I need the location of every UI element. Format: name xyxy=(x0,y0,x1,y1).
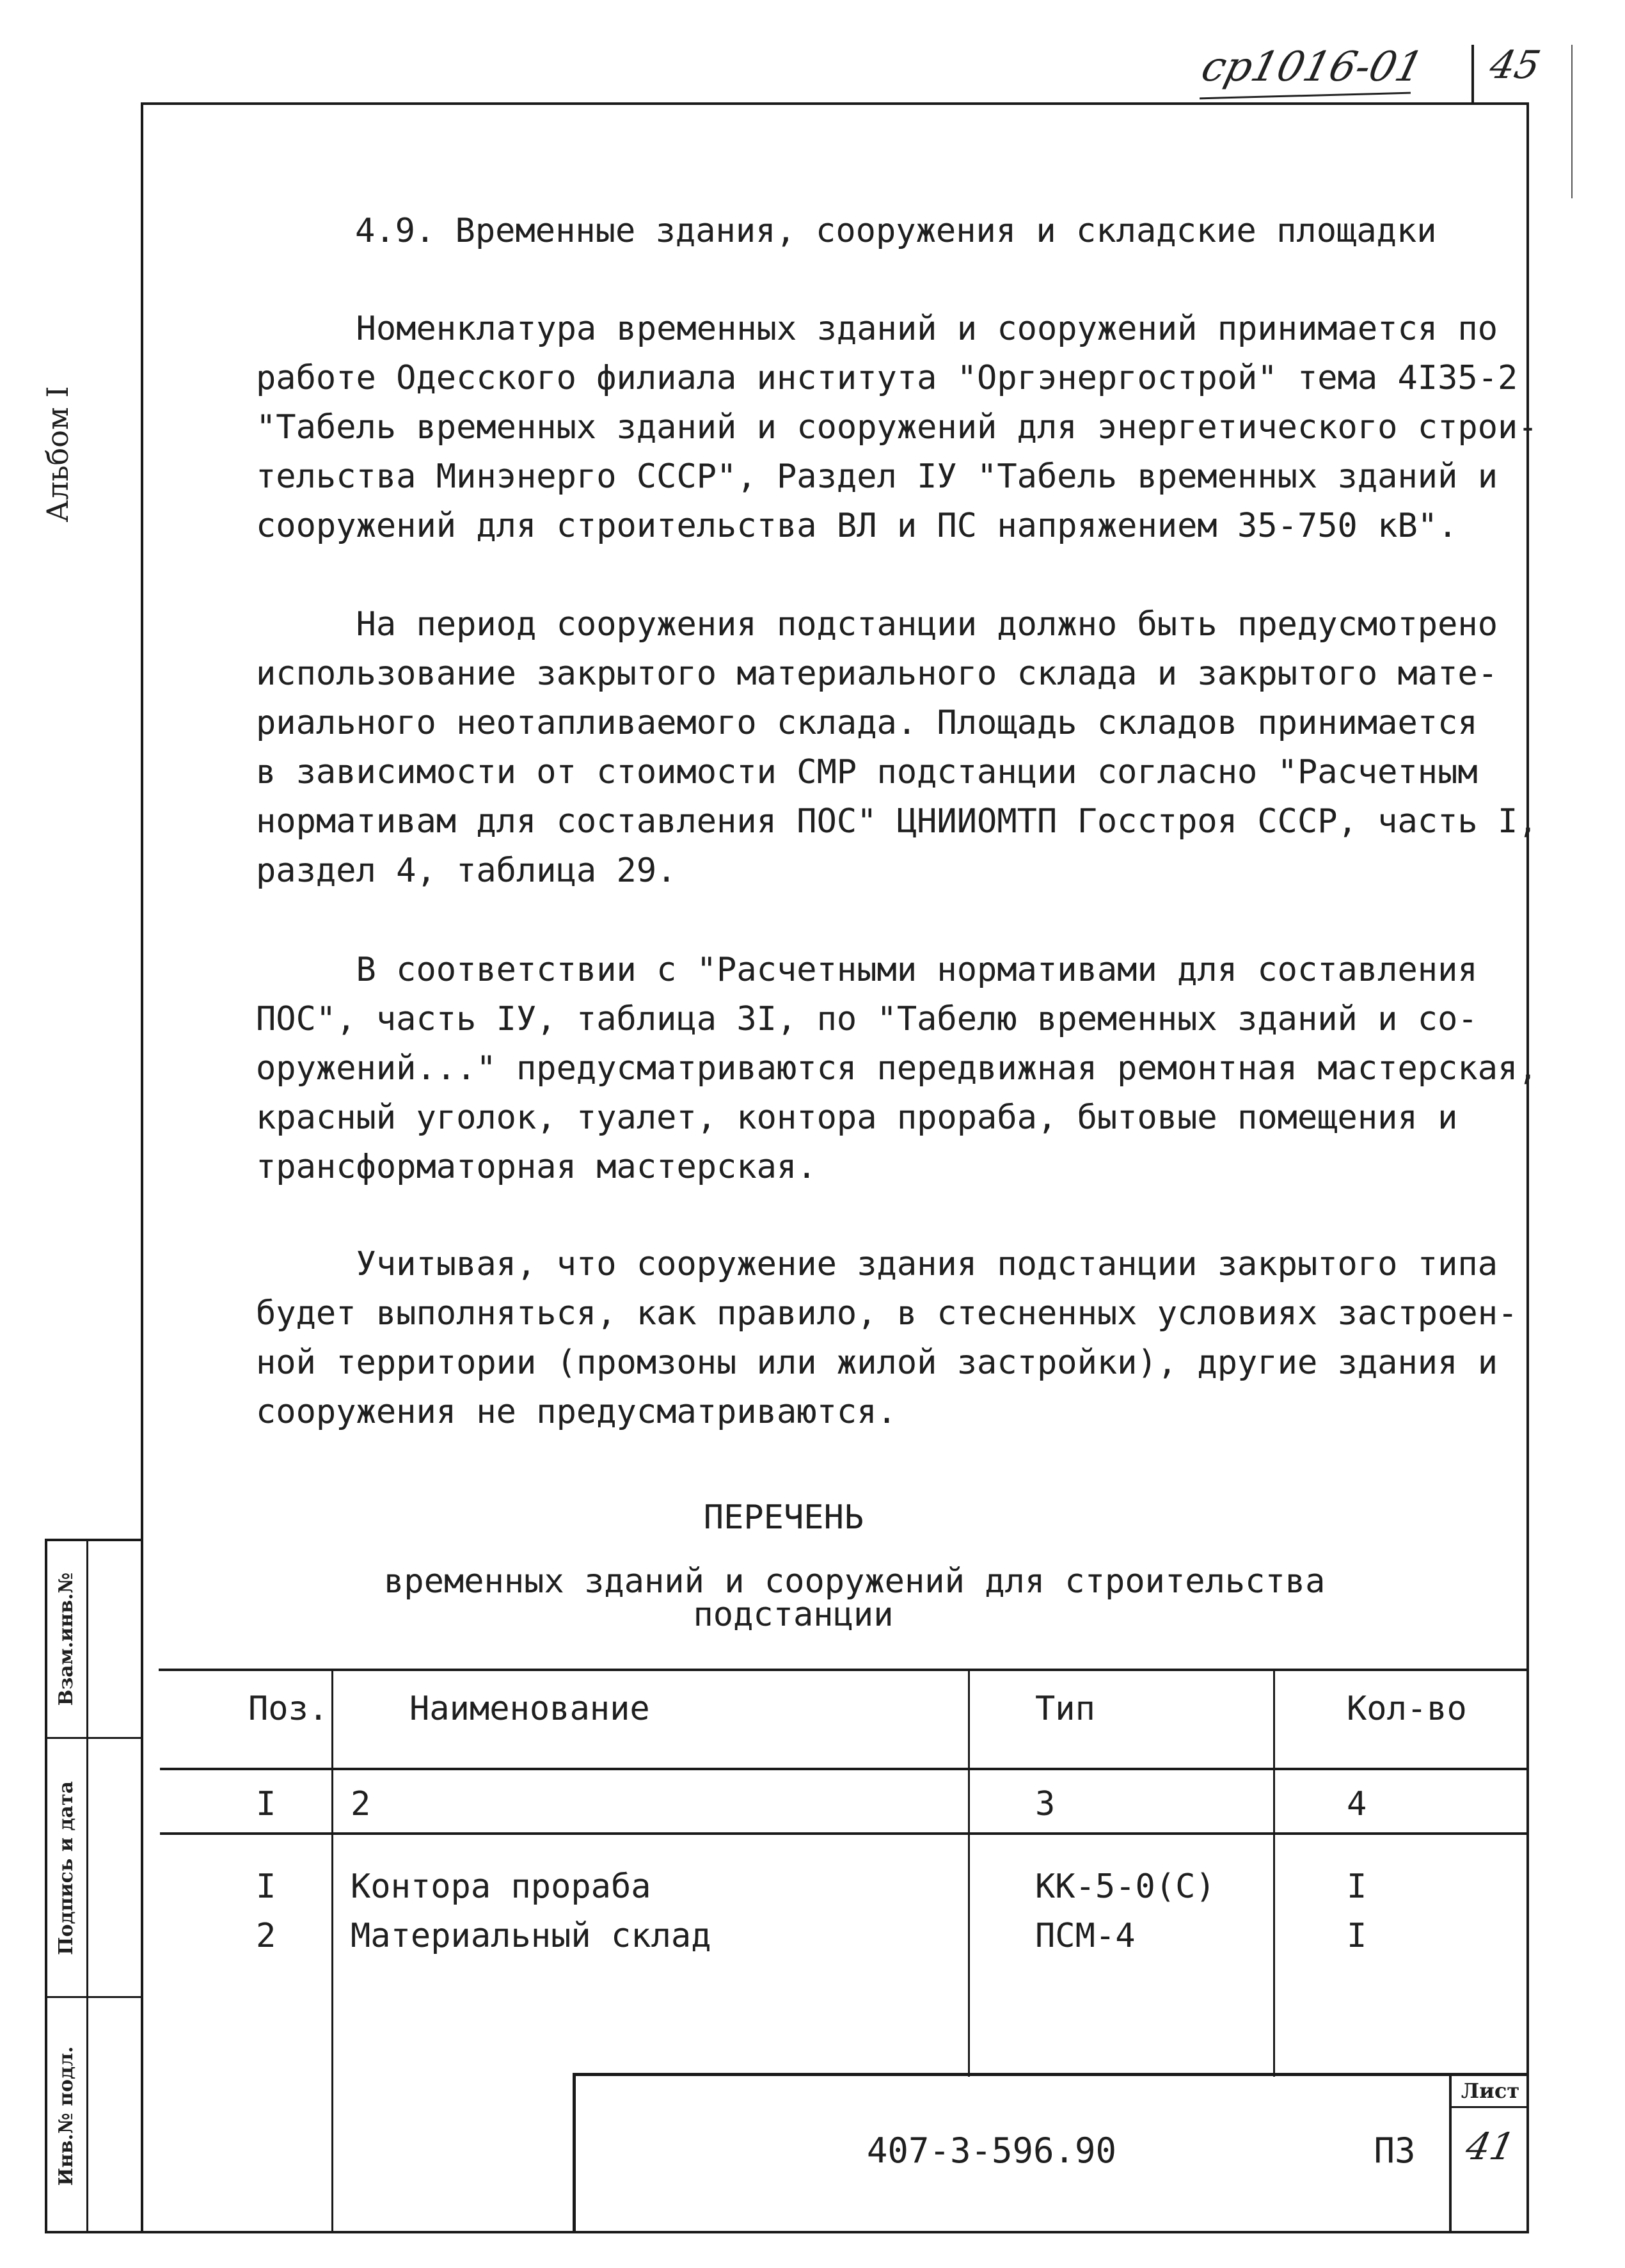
title-block-top xyxy=(573,2073,1529,2076)
archive-code: ср1016-01 xyxy=(1196,44,1428,91)
table-header-name: Наименование xyxy=(409,1690,650,1728)
header-cell-divider xyxy=(1471,45,1474,105)
table-col-divider-3 xyxy=(1273,1669,1275,2077)
stamp-label-replacement-inv: Взам.инв.№ xyxy=(55,1572,77,1706)
table-colnum-2: 2 xyxy=(351,1785,371,1823)
list-subtitle-line-1: временных зданий и сооружений для строительства xyxy=(384,1562,1326,1601)
document-code: ПЗ xyxy=(1374,2130,1416,2171)
paragraph-line: сооружения не предусматриваются. xyxy=(256,1393,897,1431)
title-block-sheet-divider xyxy=(1449,2073,1452,2233)
paragraph-line: сооружений для строительства ВЛ и ПС напряжением 35-750 кВ". xyxy=(256,507,1458,545)
frame-left-border xyxy=(141,102,143,2233)
paragraph-line: в зависимости от стоимости СМР подстанции согласно "Расчетным xyxy=(256,753,1478,791)
paragraph-line: "Табель временных зданий и сооружений для энергетического строи- xyxy=(256,408,1538,447)
paragraph-line: На период сооружения подстанции должно быть предусмотрено xyxy=(256,605,1498,644)
table-header-type: Тип xyxy=(1035,1690,1095,1728)
table-cell-qty: I xyxy=(1347,1917,1367,1955)
paragraph-line: ной территории (промзоны или жилой застройки), другие здания и xyxy=(256,1344,1498,1382)
title-block-left xyxy=(573,2073,576,2233)
table-colnum-1: I xyxy=(256,1785,276,1823)
table-numbering-line xyxy=(160,1832,1529,1835)
stamp-label-original-inv: Инв.№ подл. xyxy=(55,2046,77,2186)
table-colnum-3: 3 xyxy=(1035,1785,1056,1823)
handwritten-page-number: 45 xyxy=(1486,43,1544,88)
header-cell-right xyxy=(1571,45,1573,198)
table-col-divider-2 xyxy=(968,1669,970,2077)
album-label: Альбом I xyxy=(40,386,75,523)
frame-bottom-border xyxy=(45,2231,1529,2233)
stamp-box-divider xyxy=(86,1539,88,2233)
paragraph-line: тельства Минэнерго СССР", Раздел IУ "Табель временных зданий и xyxy=(256,457,1498,496)
title-block-sheet-label-line xyxy=(1449,2106,1529,2108)
document-designation: 407-3-596.90 xyxy=(866,2130,1117,2171)
stamp-box-sep-2 xyxy=(45,1996,143,1998)
table-col-divider-1 xyxy=(331,1669,333,2232)
paragraph-line: В соответствии с "Расчетными нормативами для составления xyxy=(256,951,1478,989)
table-cell-name: Материальный склад xyxy=(351,1917,711,1955)
table-header-pos: Поз. xyxy=(248,1690,329,1728)
list-title: ПЕРЕЧЕНЬ xyxy=(703,1498,864,1537)
table-cell-name: Контора прораба xyxy=(351,1868,651,1906)
table-cell-pos: I xyxy=(256,1868,276,1906)
paragraph-line: раздел 4, таблица 29. xyxy=(256,852,677,890)
table-cell-type: КК-5-0(С) xyxy=(1035,1868,1216,1906)
table-top-line xyxy=(159,1669,1529,1671)
list-subtitle-line-2: подстанции xyxy=(693,1596,894,1634)
stamp-box-top xyxy=(45,1539,143,1541)
paragraph-line: будет выполняться, как правило, в стесненных условиях застроен- xyxy=(256,1294,1518,1333)
sheet-label: Лист xyxy=(1461,2079,1520,2103)
table-cell-type: ПСМ-4 xyxy=(1035,1917,1136,1955)
sheet-number: 41 xyxy=(1462,2125,1519,2168)
table-header-qty: Кол-во xyxy=(1347,1690,1467,1728)
paragraph-line: трансформаторная мастерская. xyxy=(256,1148,817,1186)
stamp-box-sep-1 xyxy=(45,1737,143,1739)
frame-top-border xyxy=(141,102,1529,105)
paragraph-line: красный уголок, туалет, контора прораба, бытовые помещения и xyxy=(256,1098,1458,1137)
section-title: 4.9. Временные здания, сооружения и складские площадки xyxy=(355,212,1437,250)
stamp-label-signature-date: Подпись и дата xyxy=(55,1781,77,1955)
table-colnum-4: 4 xyxy=(1347,1785,1367,1823)
paragraph-line: риального неотапливаемого склада. Площадь складов принимается xyxy=(256,704,1478,742)
paragraph-line: оружений..." предусматриваются передвижная ремонтная мастерская, xyxy=(256,1049,1538,1088)
paragraph-line: нормативам для составления ПОС" ЦНИИОМТП Госстроя СССР, часть I, xyxy=(256,802,1538,841)
paragraph-line: Учитывая, что сооружение здания подстанции закрытого типа xyxy=(256,1245,1498,1283)
paragraph-line: работе Одесского филиала института "Оргэнергострой" тема 4I35-2 xyxy=(256,359,1518,397)
paragraph-line: Номенклатура временных зданий и сооружений принимается по xyxy=(256,310,1498,348)
paragraph-line: использование закрытого материального склада и закрытого мате- xyxy=(256,654,1498,693)
table-cell-qty: I xyxy=(1347,1868,1367,1906)
paragraph-line: ПОС", часть IУ, таблица 3I, по "Табелю временных зданий и со- xyxy=(256,1000,1478,1038)
table-cell-pos: 2 xyxy=(256,1917,276,1955)
table-header-line xyxy=(160,1768,1529,1770)
